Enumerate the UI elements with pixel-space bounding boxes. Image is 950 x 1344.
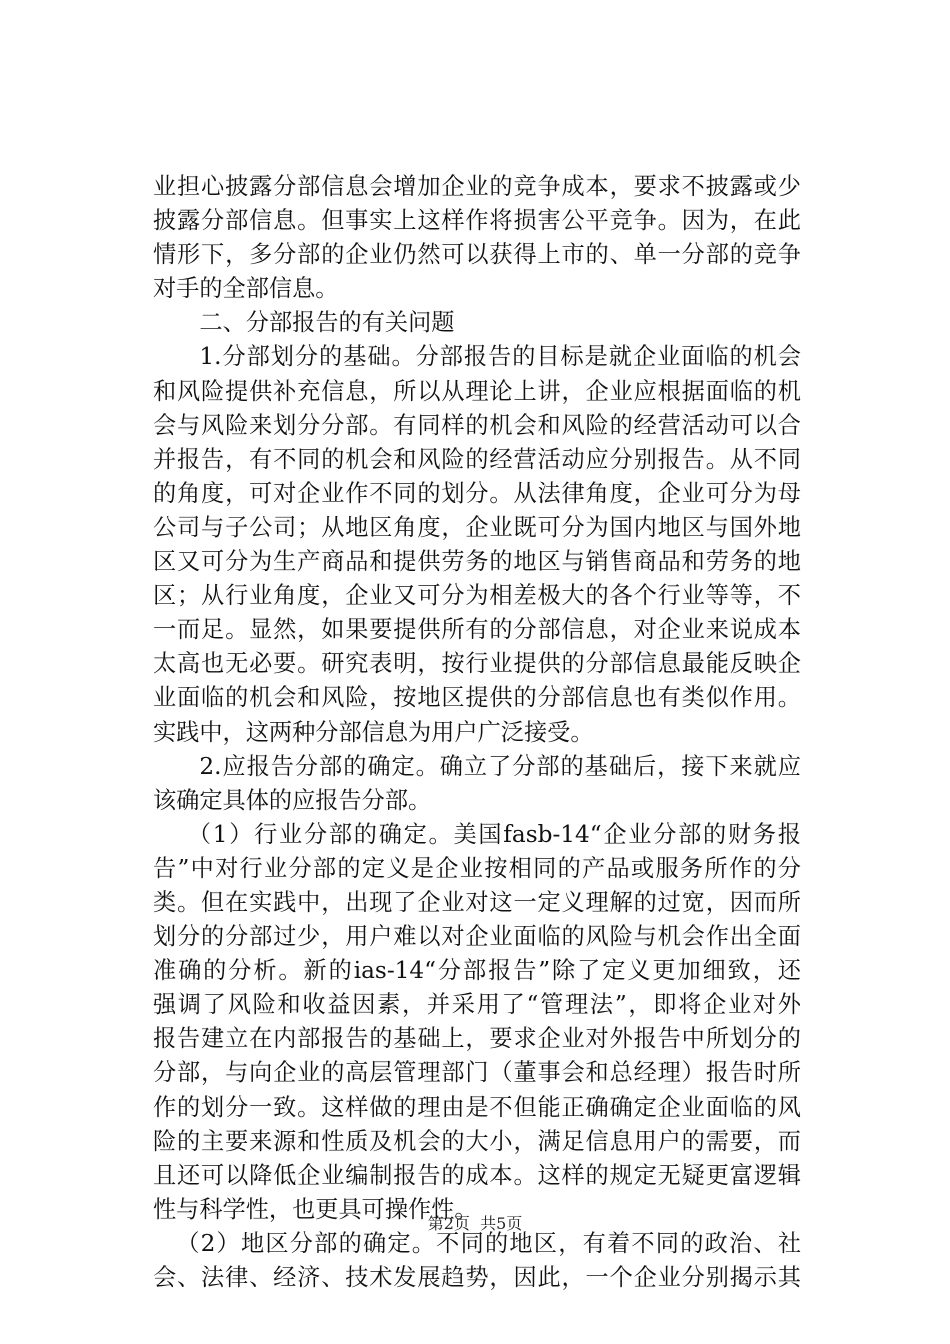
text-line: 和风险提供补充信息，所以从理论上讲，企业应根据面临的机 [153, 377, 801, 405]
text-line: 作的划分一致。这样做的理由是不但能正确确定企业面临的风 [153, 1093, 801, 1121]
text-line: 类。但在实践中，出现了企业对这一定义理解的过宽，因而所 [153, 888, 801, 916]
text-line: 2.应报告分部的确定。确立了分部的基础后，接下来就应 [199, 752, 801, 780]
text-line: 并报告，有不同的机会和风险的经营活动应分别报告。从不同 [153, 445, 801, 473]
text-line: 报告建立在内部报告的基础上，要求企业对外报告中所划分的 [153, 1025, 801, 1053]
text-line: 对手的全部信息。 [153, 275, 339, 303]
text-line: 太高也无必要。研究表明，按行业提供的分部信息最能反映企 [153, 650, 801, 678]
document-body [153, 170, 801, 1295]
text-line: （2）地区分部的确定。不同的地区，有着不同的政治、社 [176, 1229, 801, 1257]
text-line: 一而足。显然，如果要提供所有的分部信息，对企业来说成本 [153, 616, 801, 644]
text-line: 披露分部信息。但事实上这样作将损害公平竞争。因为，在此 [153, 207, 801, 235]
page-number-label: 第2页 共5页 [427, 1214, 523, 1233]
text-line: 会、法律、经济、技术发展趋势，因此，一个企业分别揭示其 [153, 1264, 801, 1291]
text-line: 二、分部报告的有关问题 [199, 309, 455, 337]
text-line: 公司与子公司；从地区角度，企业既可分为国内地区与国外地 [153, 513, 801, 541]
text-line: 性与科学性，也更具可操作性。 [153, 1195, 478, 1223]
text-line: 1.分部划分的基础。分部报告的目标是就企业面临的机会 [199, 343, 801, 371]
text-line: （1）行业分部的确定。美国fasb-14“企业分部的财务报 [187, 820, 801, 848]
text-line: 业担心披露分部信息会增加企业的竞争成本，要求不披露或少 [153, 173, 801, 200]
text-line: 强调了风险和收益因素，并采用了“管理法”，即将企业对外 [153, 991, 801, 1019]
text-line: 该确定具体的应报告分部。 [153, 786, 432, 814]
text-line: 告”中对行业分部的定义是企业按相同的产品或服务所作的分 [153, 854, 801, 882]
text-line: 划分的分部过少，用户难以对企业面临的风险与机会作出全面 [153, 923, 801, 951]
page-footer [0, 1213, 950, 1235]
text-line: 会与风险来划分分部。有同样的机会和风险的经营活动可以合 [153, 411, 801, 439]
text-line: 分部，与向企业的高层管理部门（董事会和总经理）报告时所 [153, 1059, 801, 1087]
text-line: 业面临的机会和风险，按地区提供的分部信息也有类似作用。 [153, 684, 801, 712]
text-line: 且还可以降低企业编制报告的成本。这样的规定无疑更富逻辑 [153, 1161, 801, 1189]
text-line: 的角度，可对企业作不同的划分。从法律角度，企业可分为母 [153, 479, 801, 507]
text-line: 情形下，多分部的企业仍然可以获得上市的、单一分部的竞争 [153, 241, 801, 269]
text-line: 实践中，这两种分部信息为用户广泛接受。 [153, 718, 594, 746]
text-line: 区；从行业角度，企业又可分为相差极大的各个行业等等，不 [153, 582, 801, 610]
text-line: 准确的分析。新的ias-14“分部报告”除了定义更加细致，还 [153, 957, 801, 985]
text-line: 区又可分为生产商品和提供劳务的地区与销售商品和劳务的地 [153, 548, 801, 576]
text-line: 险的主要来源和性质及机会的大小，满足信息用户的需要，而 [153, 1127, 801, 1155]
